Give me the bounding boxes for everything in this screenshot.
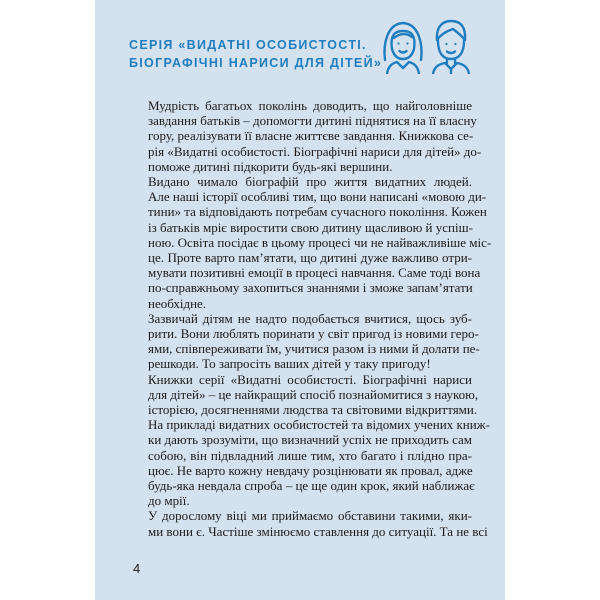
text-line: решкоди. То запросіть ваших дітей у таку пригоду!	[148, 356, 431, 372]
text-line: необхідне.	[148, 295, 207, 311]
text-line: мувати позитивні емоції в процесі навчання. Саме тоді вона	[148, 265, 481, 281]
text-line: історією, досягненнями людства та світовими відкриттями.	[148, 402, 478, 418]
text-line: Мудрість багатьох поколінь доводить, що найголовніше	[148, 98, 472, 113]
series-title	[129, 36, 389, 72]
text-line: із батьків мріє виростити свою дитину щасливою й успіш-	[148, 219, 473, 235]
text-line: для дітей» – це найкращий спосіб познайомитися з наукою,	[148, 386, 479, 402]
paragraph	[132, 508, 488, 539]
text-line: Але наші історії особливі тим, що вони написані «мовою ди-	[148, 189, 487, 205]
text-line: будь-яка невдала спроба – це ще один крок, який наближає	[148, 478, 475, 494]
text-line: це. Проте варто пам’ятати, що дитині дуже важливо отри-	[148, 250, 472, 266]
text-line: ною. Освіта посідає в цьому процесі чи не найважливіше міс-	[148, 234, 492, 250]
text-line: У дорослому віці ми приймаємо обставини такими, яки-	[148, 508, 472, 524]
text-line: гору, реалізувати її власне життєве завдання. Книжкова се-	[148, 128, 474, 144]
boy-icon	[433, 21, 469, 74]
text-line: На прикладі видатних особистостей та відомих учених книж-	[148, 417, 490, 433]
text-line: рія «Видатні особистості. Біографічні нариси для дітей» до-	[148, 143, 482, 159]
paragraph	[132, 174, 492, 311]
paragraph	[132, 310, 480, 372]
text-line: Книжки серії «Видатні особистості. Біографічні нариси	[148, 371, 472, 387]
text-line: рити. Вони люблять поринати у світ пригод із новими геро-	[148, 326, 479, 342]
text-line: ми вони є. Частіше змінюємо ставлення до ситуації. Та не всі	[148, 523, 488, 539]
text-line: ки дають зрозуміти, що визначний успіх не приходить сам	[148, 432, 472, 448]
girl-icon	[385, 23, 422, 74]
text-line: Зазвичай дітям не надто подобається вчитися, щось зуб-	[148, 310, 472, 326]
text-line: завдання батьків – допомогти дитині піднятися на її власну	[148, 113, 477, 129]
body-text	[132, 98, 492, 539]
series-title-line-2: БІОГРАФІЧНІ НАРИСИ ДЛЯ ДІТЕЙ»	[129, 56, 383, 70]
paragraph	[132, 98, 482, 174]
text-line: до мрії.	[148, 493, 190, 509]
text-line: Видано чимало біографій про життя видатних людей.	[148, 174, 472, 190]
text-line: ями, співпереживати їм, учитися разом із ними й долати пе-	[148, 341, 480, 357]
text-line: поможе дитині підкорити будь-які вершини.	[148, 158, 393, 174]
text-line: собою, він підвладний лише тим, хто багато і плідно пра-	[148, 447, 472, 463]
girl-and-boy-icon	[381, 14, 475, 74]
series-title-line-1: СЕРІЯ «ВИДАТНІ ОСОБИСТОСТІ.	[129, 38, 367, 52]
book-page	[95, 0, 505, 600]
paragraph	[132, 371, 490, 509]
text-line: тини» та відповідають потребам сучасного покоління. Кожен	[148, 204, 487, 220]
page-number: 4	[133, 561, 141, 576]
text-line: цює. Не варто кожну невдачу розцінювати як провал, адже	[148, 462, 473, 478]
text-line: по-справжньому захопиться знаннями і зможе запам’ятати	[148, 280, 473, 296]
